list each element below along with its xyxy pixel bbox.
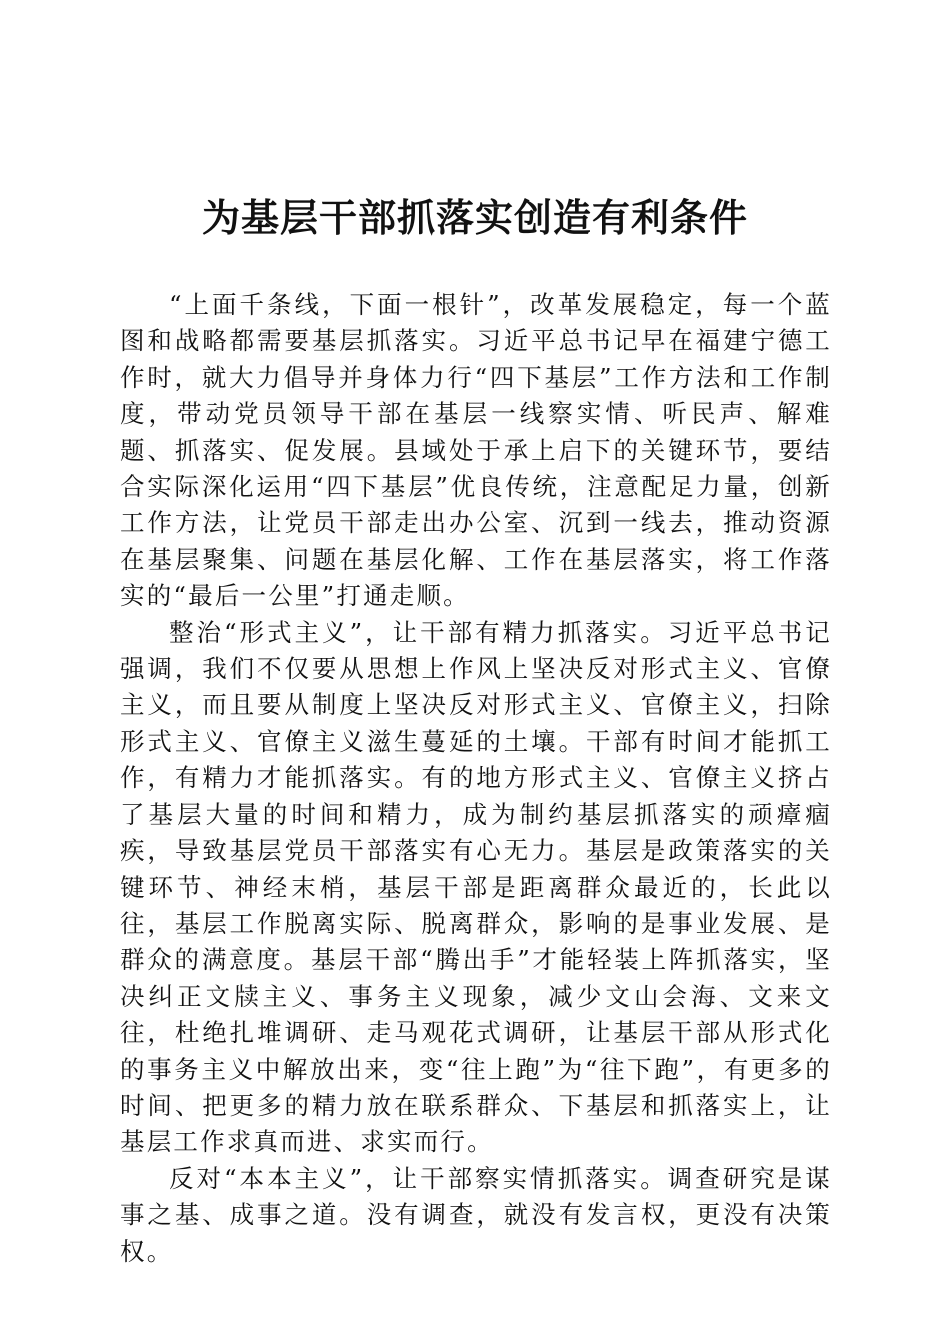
paragraph: 反对“本本主义”，让干部察实情抓落实。调查研究是谋事之基、成事之道。没有调查，就没有发言权，更没有决策权。 xyxy=(120,1163,832,1266)
document-body xyxy=(120,287,832,1270)
paragraph: “上面千条线，下面一根针”，改革发展稳定，每一个蓝图和战略都需要基层抓落实。习近平总书记早在福建宁德工作时，就大力倡导并身体力行“四下基层”工作方法和工作制度，带动党员领导干部在基层一线察实情、听民声、解难题、抓落实、促发展。县域处于承上启下的关键环节，要结合实际深化运用“四下基层”优良传统，注意配足力量，创新工作方法，让党员干部走出办公室、沉到一线去，推动资源在基层聚集、问题在基层化解、工作在基层落实，将工作落实的“最后一公里”打通走顺。 xyxy=(120,290,832,611)
document-title: 为基层干部抓落实创造有利条件 xyxy=(201,195,748,240)
paragraph: 整治“形式主义”，让干部有精力抓落实。习近平总书记强调，我们不仅要从思想上作风上坚决反对形式主义、官僚主义，而且要从制度上坚决反对形式主义、官僚主义，扫除形式主义、官僚主义滋生蔓延的土壤。干部有时间才能抓工作，有精力才能抓落实。有的地方形式主义、官僚主义挤占了基层大量的时间和精力，成为制约基层抓落实的顽瘴痼疾，导致基层党员干部落实有心无力。基层是政策落实的关键环节、神经末梢，基层干部是距离群众最近的，长此以往，基层工作脱离实际、脱离群众，影响的是事业发展、是群众的满意度。基层干部“腾出手”才能轻装上阵抓落实，坚决纠正文牍主义、事务主义现象，减少文山会海、文来文往，杜绝扎堆调研、走马观花式调研，让基层干部从形式化的事务主义中解放出来，变“往上跑”为“往下跑”，有更多的时间、把更多的精力放在联系群众、下基层和抓落实上，让基层工作求真而进、求实而行。 xyxy=(120,617,832,1157)
